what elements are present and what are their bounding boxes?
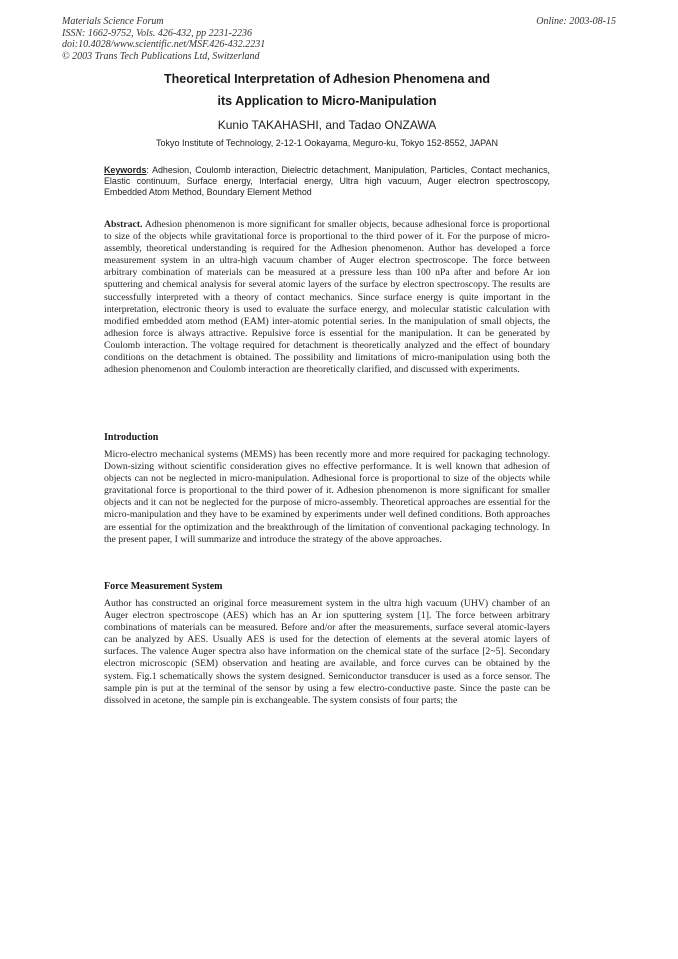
introduction-text: Micro-electro mechanical systems (MEMS) has been recently more and more required for packaging technology. Down-sizing without scientific consideration gives no effective performance. It is well known that adhesion of objects can not be neglected in micro-manipulation. Adhesional force is proportional to size of the objects while gravitational force is proportional to the third power of it. Adhesion phenomenon is more significant for smaller objects and it can not be neglected for the purpose of micro-assembly. Theoretical approaches are essential for the micro-manipulation and they have to be examined by experiments under well defined conditions. Both approaches are essential for the optimization and the breakthrough of the limitation of conventional packaging technology. In the present paper, I will summarize and introduce the strategy of the above approaches. (104, 449, 550, 545)
force-measurement-text: Author has constructed an original force measurement system in the ultra high vacuum (UHV) chamber of an Auger electron spectroscope (AES) which has an Ar ion sputtering system [1]. The force between arbitrary combinations of materials can be measured. Before and/or after the measurements, surface several atomic-layers can be analyzed by AES. Usually AES is used for the detection of elements at the several atomic layers of surfaces. The valence Auger spectra also have information on the chemical state of the surface [2~5]. Secondary electron microscopic (SEM) observation and heating are available, and force curves can be obtained by the system. Fig.1 schematically shows the system designed. Semiconductor transducer is used as a force sensor. The sample pin is put at the terminal of the sensor by using a few electro-conductive paste. Since the paste can be dissolved in acetone, the sample pin is exchangeable. The system consists of four parts; the (104, 598, 550, 706)
online-date: Online: 2003-08-15 (536, 16, 616, 27)
doi-line: doi:10.4028/www.scientific.net/MSF.426-432.2231 (62, 39, 266, 50)
title-line-2: its Application to Micro-Manipulation (217, 94, 437, 108)
journal-name: Materials Science Forum (62, 16, 164, 27)
keywords-label: Keywords (104, 165, 147, 175)
title-line-1: Theoretical Interpretation of Adhesion Phenomena and (164, 72, 490, 86)
keywords-block (104, 165, 550, 199)
keywords-text: : Adhesion, Coulomb interaction, Dielectric detachment, Manipulation, Particles, Contact mechanics, Elastic continuum, Surface energy, Interfacial energy, Ultra high vacuum, Auger electron spectroscopy, Embedded Atom Method, Boundary Element Method (104, 165, 550, 198)
authors: Kunio TAKAHASHI, and Tadao ONZAWA (217, 118, 437, 132)
journal-header (62, 16, 265, 62)
introduction-heading: Introduction (104, 432, 159, 443)
abstract-text: Adhesion phenomenon is more significant for smaller objects, because adhesional force is proportional to size of the objects while gravitational force is proportional to the third power of it. For the purpose of micro-assembly, theoretical understanding is required for the Adhesion phenomenon. Author has developed a force measurement system in an ultra-high vacuum chamber of Auger electron spectroscope. The force between arbitrary combination of materials can be measured at a pressure less than 100 nPa after and before Ar ion sputtering and chemical analysis for several atomic layers of the surface by electron spectroscopy. The results are successfully interpreted with a theory of contact mechanics. Since surface energy is quite important in the interpretation, electronic theory is used to evaluate the surface energy, and molecular statistic calculation with modified embedded atom method (EAM) inter-atomic potential series. In the manipulation of small objects, the adhesion force is always attractive. Repulsive force is essential for the manipulation. It can be generated by Coulomb interaction. The voltage required for detachment is theoretically analyzed and the effect of boundary conditions on the detachment is obtained. The possibility and limitations of micro-manipulation using both the adhesion phenomenon and Coulomb interaction are theoretically clarified, and discussed with experiments. (104, 219, 550, 376)
paper-title (104, 68, 550, 112)
issn-line: ISSN: 1662-9752, Vols. 426-432, pp 2231-2236 (62, 27, 252, 39)
affiliation: Tokyo Institute of Technology, 2-12-1 Ookayama, Meguro-ku, Tokyo 152-8552, JAPAN (155, 138, 499, 148)
abstract (104, 219, 550, 376)
abstract-label: Abstract. (104, 219, 143, 230)
copyright-line: © 2003 Trans Tech Publications Ltd, Switzerland (62, 50, 260, 62)
force-measurement-heading: Force Measurement System (104, 581, 223, 592)
